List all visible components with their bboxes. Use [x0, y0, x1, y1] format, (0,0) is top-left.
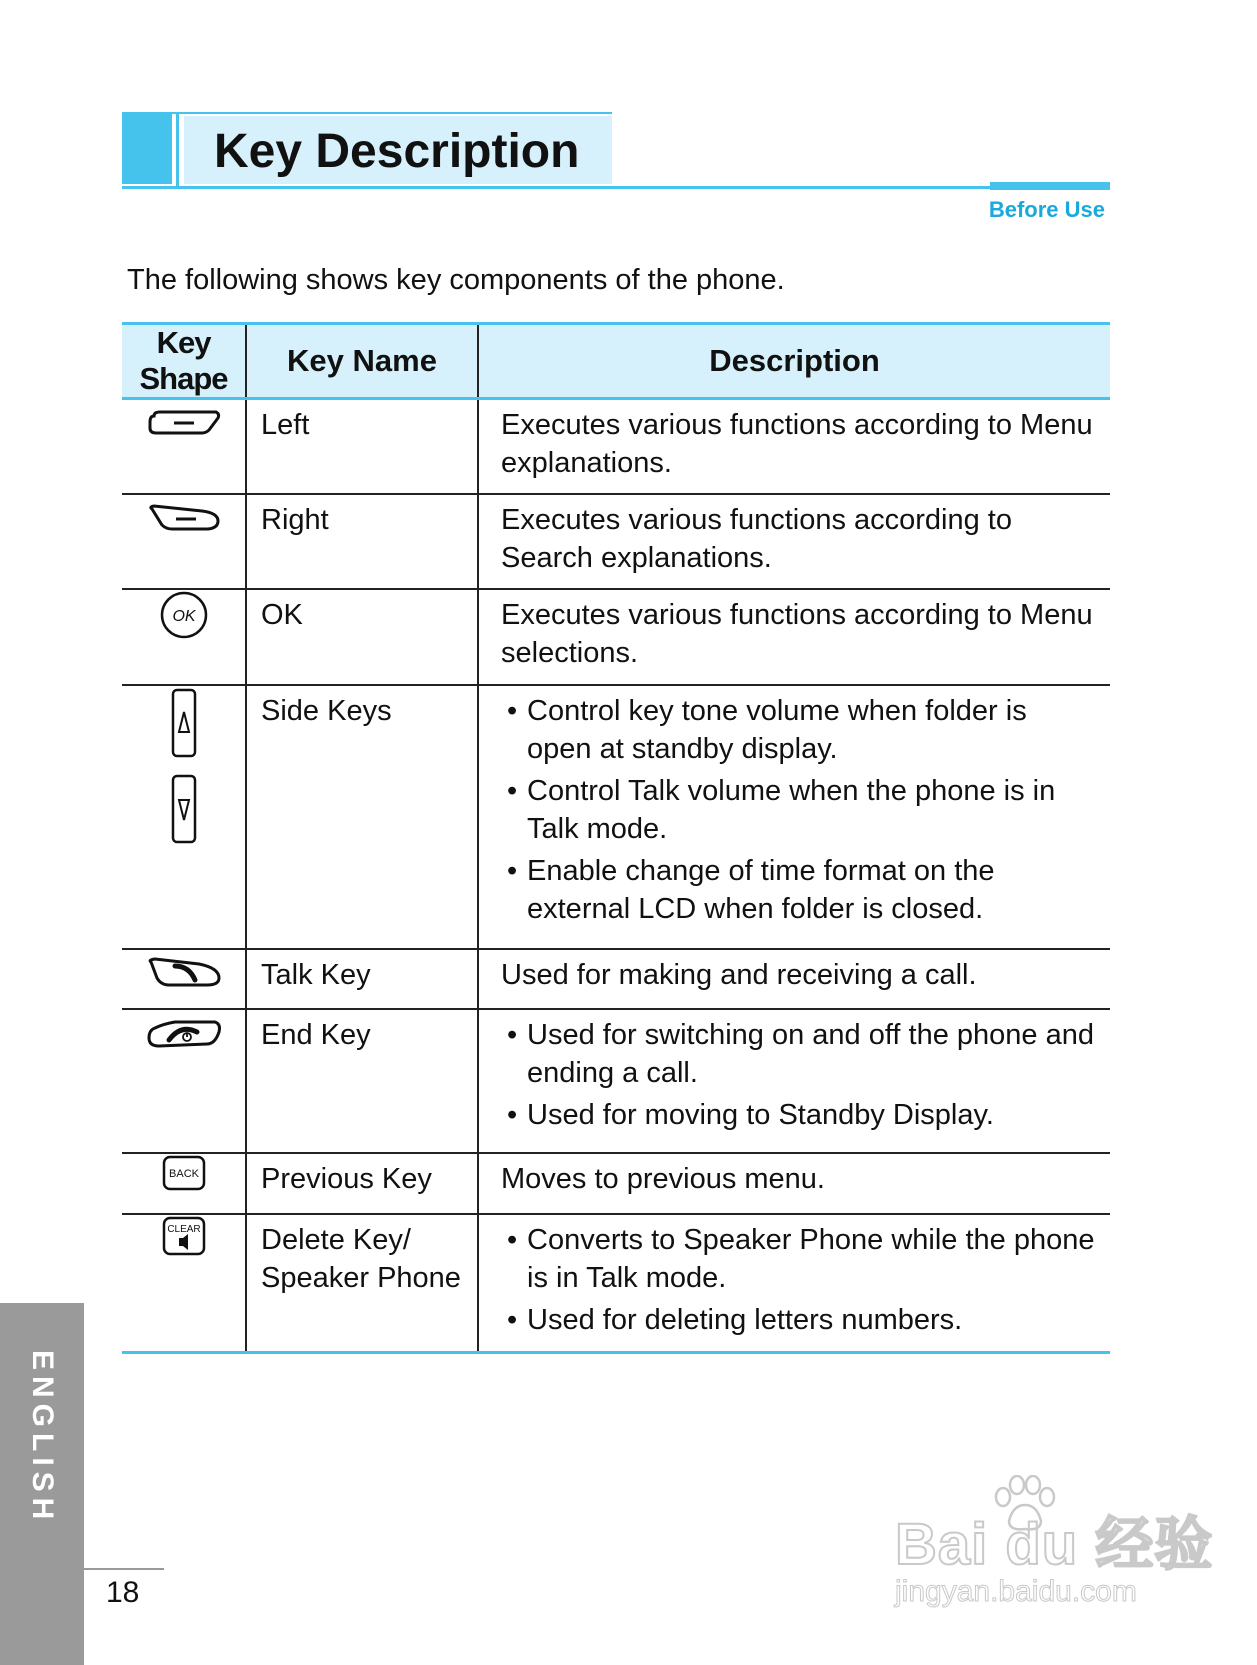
table-header-row — [122, 324, 1110, 399]
key-name: Previous Key — [246, 1153, 478, 1214]
page-number-rule — [84, 1568, 164, 1570]
key-shape-cell — [122, 949, 246, 1009]
title-accent-square — [122, 112, 172, 184]
key-name: Delete Key/ Speaker Phone — [246, 1214, 478, 1353]
description-bullet — [507, 852, 1098, 928]
key-description: Used for making and receiving a call. — [478, 949, 1110, 1009]
bullet-text: • Converts to Speaker Phone while the phone is in Talk mode. — [527, 1223, 1095, 1294]
table-row — [122, 949, 1110, 1009]
table-row — [122, 399, 1110, 494]
bullet-text: • Control Talk volume when the phone is in Talk mode. — [527, 774, 1056, 845]
description-bullet — [507, 1096, 1098, 1134]
baidu-watermark — [895, 1485, 1214, 1615]
table-row — [122, 494, 1110, 589]
header-description: Description — [478, 324, 1110, 399]
table-row — [122, 1153, 1110, 1214]
talk-key-icon — [145, 950, 223, 990]
key-name: Left — [246, 399, 478, 494]
key-shape-cell — [122, 399, 246, 494]
back-key-icon — [161, 1154, 207, 1192]
header-key-shape: Key Shape — [122, 324, 246, 399]
page-title: Key Description — [214, 125, 580, 178]
section-label: Before Use — [988, 197, 1105, 222]
key-description: Moves to previous menu. — [478, 1153, 1110, 1214]
description-bullet — [507, 692, 1098, 768]
description-bullet — [507, 1301, 1098, 1339]
title-top-rule — [122, 112, 612, 114]
header-rule-accent — [990, 182, 1110, 190]
side-keys-icon — [169, 686, 199, 846]
title-accent-bar — [176, 112, 179, 188]
table-row — [122, 1009, 1110, 1153]
bullet-text: • Enable change of time format on the external LCD when folder is closed. — [527, 854, 995, 925]
bullet-text: • Control key tone volume when folder is open at standby display. — [527, 694, 1027, 765]
key-shape-cell — [122, 589, 246, 685]
key-name: Side Keys — [246, 685, 478, 949]
bullet-text: • Used for deleting letters numbers. — [527, 1303, 963, 1336]
key-shape-cell — [122, 685, 246, 949]
header-key-name: Key Name — [246, 324, 478, 399]
back-key-label: BACK — [168, 1167, 199, 1180]
key-name: Talk Key — [246, 949, 478, 1009]
table-row — [122, 1214, 1110, 1353]
key-description — [478, 1009, 1110, 1153]
ok-key-label: OK — [171, 607, 196, 625]
key-description — [478, 685, 1110, 949]
title-block — [122, 112, 612, 188]
key-shape-cell — [122, 1009, 246, 1153]
intro-text: The following shows key components of the phone. — [127, 264, 785, 296]
table-row — [122, 589, 1110, 685]
key-description — [478, 1214, 1110, 1353]
description-bullet — [507, 1016, 1098, 1092]
description-bullet — [507, 772, 1098, 848]
watermark-brand: Bai du 经验 — [895, 1512, 1214, 1577]
key-shape-cell — [122, 1153, 246, 1214]
key-description: Executes various functions according to Menu explanations. — [478, 399, 1110, 494]
clear-key-label: CLEAR — [166, 1223, 201, 1235]
end-key-icon — [145, 1010, 223, 1052]
key-name: End Key — [246, 1009, 478, 1153]
key-name: OK — [246, 589, 478, 685]
watermark-url: jingyan.baidu.com — [895, 1575, 1137, 1608]
key-shape-cell — [122, 494, 246, 589]
bullet-text: • Used for switching on and off the phone and ending a call. — [527, 1018, 1094, 1089]
key-description-table — [122, 322, 1110, 1354]
left-soft-key-icon — [146, 400, 222, 440]
key-description: Executes various functions according to Search explanations. — [478, 494, 1110, 589]
language-label: ENGLISH — [26, 1350, 59, 1526]
header-rule — [122, 186, 1110, 189]
page-number: 18 — [106, 1576, 140, 1609]
bullet-text: • Used for moving to Standby Display. — [527, 1098, 994, 1131]
right-soft-key-icon — [146, 495, 222, 535]
ok-key-icon — [159, 590, 209, 640]
key-description: Executes various functions according to Menu selections. — [478, 589, 1110, 685]
clear-key-icon — [161, 1215, 207, 1257]
description-bullet — [507, 1221, 1098, 1297]
key-name: Right — [246, 494, 478, 589]
key-shape-cell — [122, 1214, 246, 1353]
table-row — [122, 685, 1110, 949]
